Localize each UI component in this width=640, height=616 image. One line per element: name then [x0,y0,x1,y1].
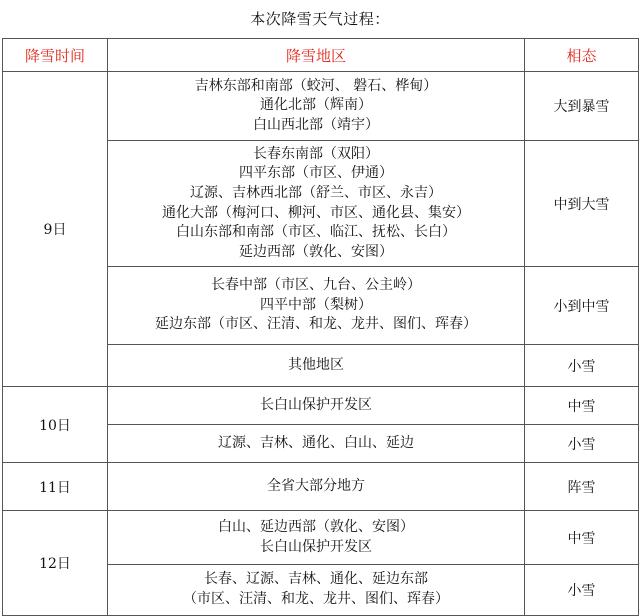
area-line: 延边东部（市区、汪清、和龙、龙井、图们、珲春） [155,316,477,333]
snow-area-cell [108,425,525,463]
area-line: （市区、汪清、和龙、龙井、图们、珲春） [183,591,449,607]
header-snow-area: 降雪地区 [108,39,525,72]
table-row [3,72,639,141]
table-row [3,511,639,565]
table-row [3,463,639,511]
header-snow-time: 降雪时间 [3,39,108,72]
snow-phase-cell: 中雪 [525,387,639,425]
snow-phase-cell: 小雪 [525,565,639,616]
snow-area-cell [108,463,525,511]
area-line: 长春东南部（双阳） [253,145,379,162]
area-line: 通化大部（梅河口、柳河、市区、通化县、集安） [162,204,470,221]
snow-area-cell [108,141,525,267]
page-title: 本次降雪天气过程： [250,10,390,28]
snow-date-cell: 11日 [3,463,108,511]
area-line: 通化北部（辉南） [260,97,372,114]
snowfall-table [2,38,639,616]
snow-phase-cell: 小雪 [525,345,639,387]
area-line: 延边西部（敦化、安图） [239,243,393,260]
area-line: 长白山保护开发区 [260,538,372,555]
snow-phase-cell: 小雪 [525,425,639,463]
area-line: 白山西北部（靖宇） [253,116,379,133]
snow-area-cell [108,387,525,425]
snow-area-cell [108,267,525,345]
snow-area-cell [108,511,525,565]
table-row [3,387,639,425]
snow-date-cell: 10日 [3,387,108,463]
snow-phase-cell: 中雪 [525,511,639,565]
area-line: 白山、延边西部（敦化、安图） [218,518,414,535]
area-line: 长春、辽源、吉林、通化、延边东部 [204,571,428,588]
area-line: 全省大部分地方 [267,477,365,494]
snow-area-cell [108,345,525,387]
snow-phase-cell: 大到暴雪 [525,72,639,141]
snow-date-cell: 9日 [3,72,108,387]
table-header-row [3,39,639,72]
snow-phase-cell: 中到大雪 [525,141,639,267]
area-line: 吉林东部和南部（蛟河、 磐石、桦甸） [194,77,438,94]
area-line: 辽源、吉林西北部（舒兰、市区、永吉） [190,184,442,201]
snow-area-cell [108,565,525,616]
snow-phase-cell: 阵雪 [525,463,639,511]
area-line: 辽源、吉林、通化、白山、延边 [218,434,414,451]
area-line: 长春中部（市区、九台、公主岭） [211,277,421,294]
header-phase: 相态 [525,39,639,72]
area-line: 白山东部和南部（市区、临江、抚松、长白） [176,224,456,241]
snow-phase-cell: 小到中雪 [525,267,639,345]
area-line: 长白山保护开发区 [260,396,372,413]
snow-date-cell: 12日 [3,511,108,616]
snow-area-cell [108,72,525,141]
area-line: 其他地区 [288,356,344,373]
area-line: 四平中部（梨树） [260,296,372,313]
area-line: 四平东部（市区、伊通） [239,165,393,182]
